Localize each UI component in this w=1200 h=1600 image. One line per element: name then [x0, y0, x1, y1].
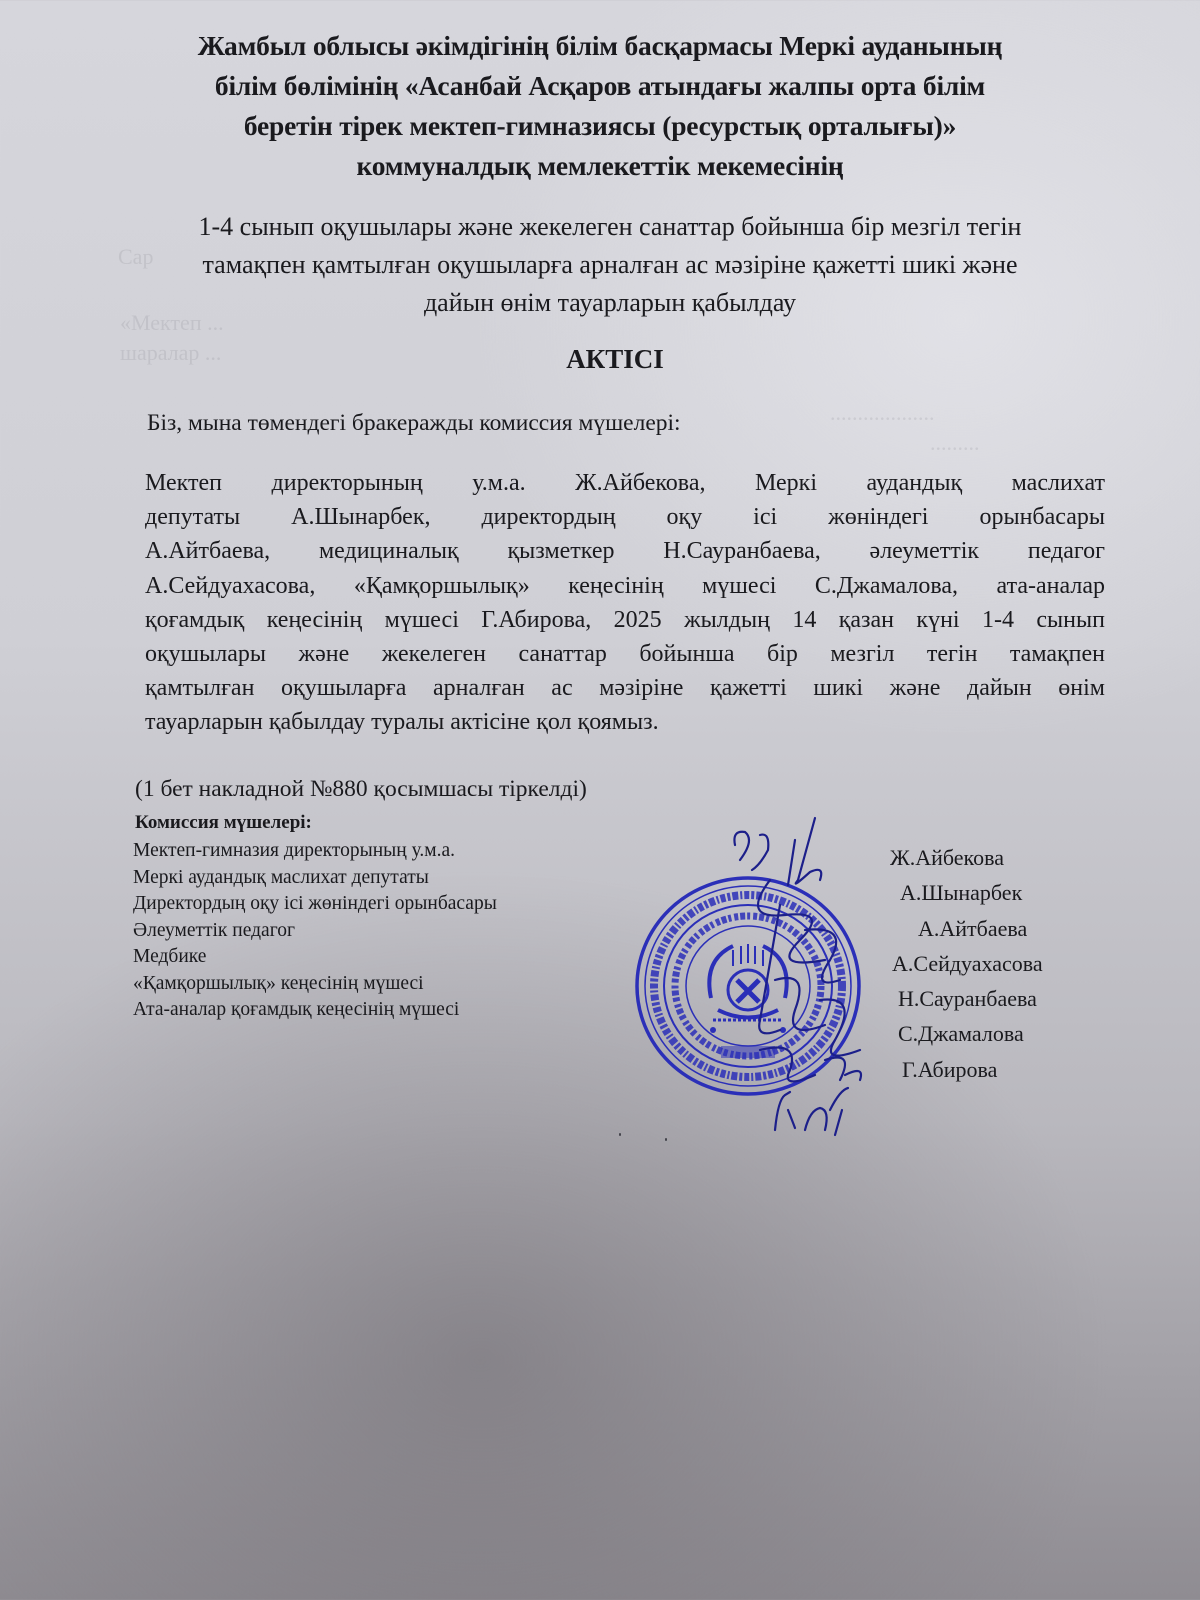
attachment-note: (1 бет накладной №880 қосымшасы тіркелді) — [135, 776, 587, 802]
show-through-text: ................... — [830, 400, 935, 425]
role-item: Меркі аудандық маслихат депутаты — [133, 866, 429, 888]
role-item: Директордың оқу ісі жөніндегі орынбасары — [133, 893, 497, 914]
body-line: Мектеп директорының у.м.а. Ж.Айбекова, Меркі аудандық маслихат — [145, 470, 1105, 496]
commission-title: Комиссия мүшелері: — [135, 812, 312, 833]
header-line: коммуналдық мемлекеттік мекемесінің — [356, 150, 844, 181]
member-name: С.Джамалова — [898, 1021, 1024, 1047]
subtitle-line: дайын өнім тауарларын қабылдау — [423, 288, 797, 317]
show-through-text: Сар — [118, 244, 154, 269]
role-item: Әлеуметтік педагог — [133, 919, 295, 941]
commission-roles — [133, 838, 497, 1024]
body-paragraph — [145, 466, 1105, 740]
body-line: оқушылары және жекелеген санаттар бойынша бір мезгіл тегін тамақпен — [145, 641, 1105, 668]
body-line: А.Айтбаева, медициналық қызметкер Н.Сауранбаева, әлеуметтік педагог — [145, 538, 1105, 565]
document-subtitle — [130, 208, 1090, 322]
body-line: А.Сейдуахасова, «Қамқоршылық» кеңесінің мүшесі С.Джамалова, ата-аналар — [145, 572, 1105, 599]
show-through-text: «Мектеп ... — [120, 310, 224, 335]
body-line: тауарларын қабылдау туралы актісіне қол қоямыз. — [145, 709, 659, 736]
member-name: Н.Сауранбаева — [898, 986, 1037, 1012]
header-line: Жамбыл облысы әкімдігінің білім басқармасы Меркі ауданының — [197, 30, 1003, 61]
member-name: Г.Абирова — [902, 1056, 998, 1082]
paper-speck — [619, 1133, 621, 1136]
member-name: А.Сейдуахасова — [892, 950, 1043, 976]
paper-speck — [665, 1138, 667, 1141]
document-header — [130, 26, 1070, 186]
role-item: Медбике — [133, 946, 207, 967]
intro-text: Біз, мына төмендегі бракеражды комиссия мүшелері: — [147, 410, 681, 436]
role-item: Мектеп-гимназия директорының у.м.а. — [133, 840, 456, 861]
header-line: беретін тірек мектеп-гимназиясы (ресурстық орталығы)» — [243, 110, 957, 141]
body-line: қамтылған оқушыларға арналған ас мәзіріне қажетті шикі және дайын өнім — [145, 675, 1105, 702]
commission-names — [888, 840, 1043, 1087]
subtitle-line: 1-4 сынып оқушылары және жекелеген санаттар бойынша бір мезгіл тегін — [198, 212, 1022, 241]
member-name: Ж.Айбекова — [890, 845, 1004, 870]
show-through-text: шаралар ... — [120, 340, 222, 365]
member-name: А.Айтбаева — [918, 915, 1028, 941]
role-item: Ата-аналар қоғамдық кеңесінің мүшесі — [133, 999, 460, 1020]
body-line: қоғамдық кеңесінің мүшесі Г.Абирова, 2025 жылдың 14 қазан күні 1-4 сынып — [145, 606, 1105, 633]
subtitle-line: тамақпен қамтылған оқушыларға арналған ас мәзіріне қажетті шикі және — [202, 250, 1018, 279]
role-item: «Қамқоршылық» кеңесінің мүшесі — [133, 972, 424, 994]
body-line: депутаты А.Шынарбек, директордың оқу ісі жөніндегі орынбасары — [145, 504, 1105, 531]
show-through-text: ......... — [930, 430, 980, 455]
member-name: А.Шынарбек — [900, 880, 1023, 906]
act-title: АКТІСІ — [566, 344, 664, 374]
round-seal-icon — [633, 870, 863, 1100]
header-line: білім бөлімінің «Асанбай Асқаров атындағы жалпы орта білім — [214, 70, 986, 101]
